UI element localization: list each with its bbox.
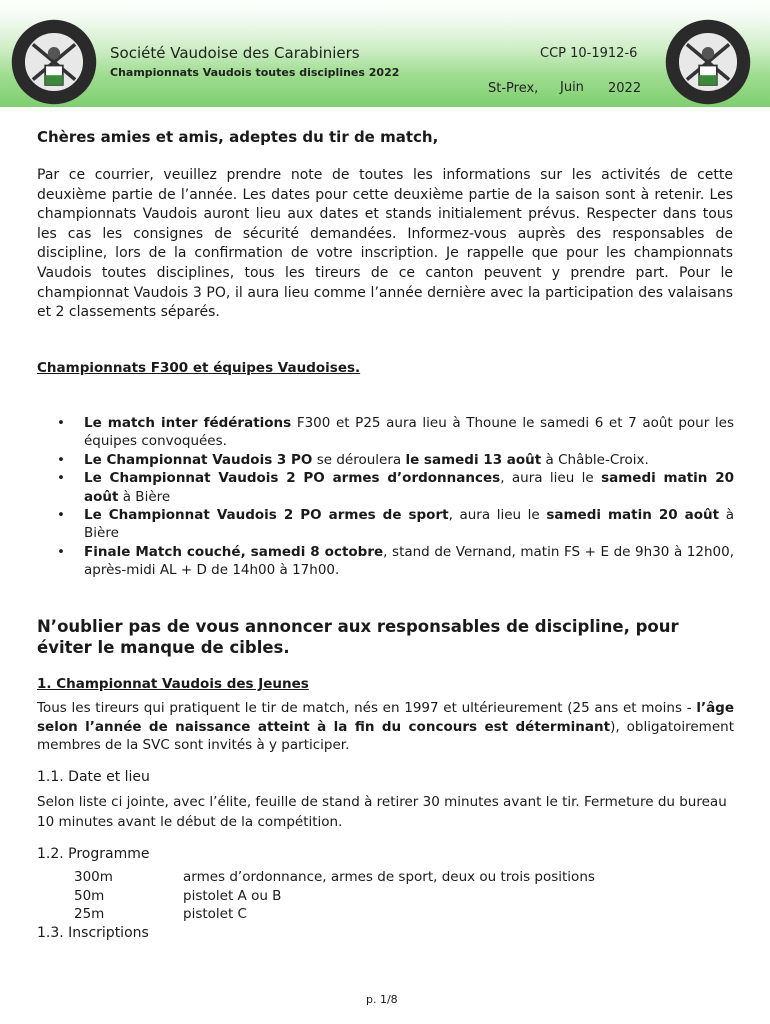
svc-seal-right-icon (664, 18, 752, 106)
letter-place: St-Prex, (488, 81, 539, 96)
list-item (37, 543, 734, 580)
subsection-date: 1.1. Date et lieu (37, 769, 150, 785)
event-location: à Châble-Croix. (541, 451, 649, 468)
programme-row (74, 869, 595, 885)
event-title: Finale Match couché, samedi 8 octobre (84, 543, 384, 560)
subsection-inscriptions: 1.3. Inscriptions (37, 925, 149, 941)
section-heading-jeunes: 1. Championnat Vaudois des Jeunes (37, 676, 309, 692)
event-detail: , stand de Vernand, matin FS + E de 9h30 à 12h00, après-midi AL + D de 14h00 à 17h00. (84, 543, 734, 579)
event-detail: , aura lieu le (448, 507, 547, 524)
programme-desc: armes d’ordonnance, armes de sport, deux ou trois positions (183, 869, 595, 885)
greeting: Chères amies et amis, adeptes du tir de match, (37, 128, 439, 146)
event-date: samedi matin 20 août (546, 507, 720, 524)
programme-distance: 25m (74, 906, 105, 922)
jeunes-paragraph (37, 699, 734, 755)
event-detail: se déroulera (312, 451, 406, 468)
event-title: Le Championnat Vaudois 2 PO armes d’ordonnances (84, 470, 501, 487)
programme-row (74, 888, 281, 904)
intro-paragraph: Par ce courrier, veuillez prendre note de toutes les informations sur les activités de cette deuxième partie de l’année. Les dates pour cette deuxième partie de la saison sont à retenir. Les championnats Vaudois auront lieu aux dates et stands initialement prévus. Respecter dans tous les cas les consignes de sécurité demandées. Informez-vous auprès des responsables de discipline, lors de la confirmation de votre inscription. Je rappelle que pour les championnats Vaudois toutes disciplines, tous les tireurs de ce canton peuvent y prendre part. Pour le championnat Vaudois 3 PO, il aura lieu comme l’année dernière avec la participation des valaisans et 2 classements séparés. (37, 167, 733, 321)
event-date: le samedi 13 août (405, 451, 542, 468)
event-location: à Bière (118, 488, 171, 505)
section-heading-f300: Championnats F300 et équipes Vaudoises. (37, 360, 361, 376)
list-item (37, 451, 734, 469)
event-detail: F300 et P25 aura lieu à Thoune le samedi 6 et 7 août pour les équipes convoquées. (84, 415, 734, 450)
list-item (37, 506, 734, 543)
date-paragraph: Selon liste ci jointe, avec l’élite, feuille de stand à retirer 30 minutes avant le tir. Fermeture du bureau 10 minutes avant le début de la compétition. (37, 794, 727, 830)
event-location: à Bière (84, 507, 734, 542)
programme-row (74, 906, 247, 922)
programme-distance: 50m (74, 888, 105, 904)
event-date: samedi matin 20 août (84, 470, 734, 505)
jeunes-text-part: ), obligatoirement membres de la SVC sont invités à y participer. (37, 718, 734, 754)
event-title: Le match inter fédérations (84, 415, 292, 431)
event-title: Le Championnat Vaudois 3 PO (84, 451, 313, 468)
svc-seal-left-icon (10, 18, 98, 106)
page-number: p. 1/8 (366, 993, 398, 1006)
list-item (37, 469, 734, 506)
event-list (37, 414, 734, 580)
subsection-programme: 1.2. Programme (37, 846, 150, 862)
ccp-account: CCP 10-1912-6 (540, 46, 638, 61)
event-title: Le Championnat Vaudois 2 PO armes de sport (84, 507, 449, 524)
programme-desc: pistolet A ou B (183, 888, 282, 904)
warning-notice: N’oublier pas de vous annoncer aux responsables de discipline, pour éviter le manque de cibles. (37, 617, 679, 657)
letterhead (0, 0, 770, 107)
list-item (37, 414, 734, 451)
letter-year: 2022 (608, 81, 642, 96)
letter-month: Juin (560, 80, 584, 95)
championship-subtitle: Championnats Vaudois toutes disciplines 2022 (110, 66, 400, 79)
jeunes-text-part: Tous les tireurs qui pratiquent le tir de match, nés en 1997 et ultérieurement (25 ans et moins - (37, 700, 697, 716)
programme-distance: 300m (74, 869, 113, 885)
programme-desc: pistolet C (183, 906, 247, 922)
jeunes-age-rule: l’âge selon l’année de naissance atteint à la fin du concours est déterminant (37, 700, 734, 735)
event-detail: , aura lieu le (500, 470, 602, 487)
society-name: Société Vaudoise des Carabiniers (110, 44, 360, 62)
